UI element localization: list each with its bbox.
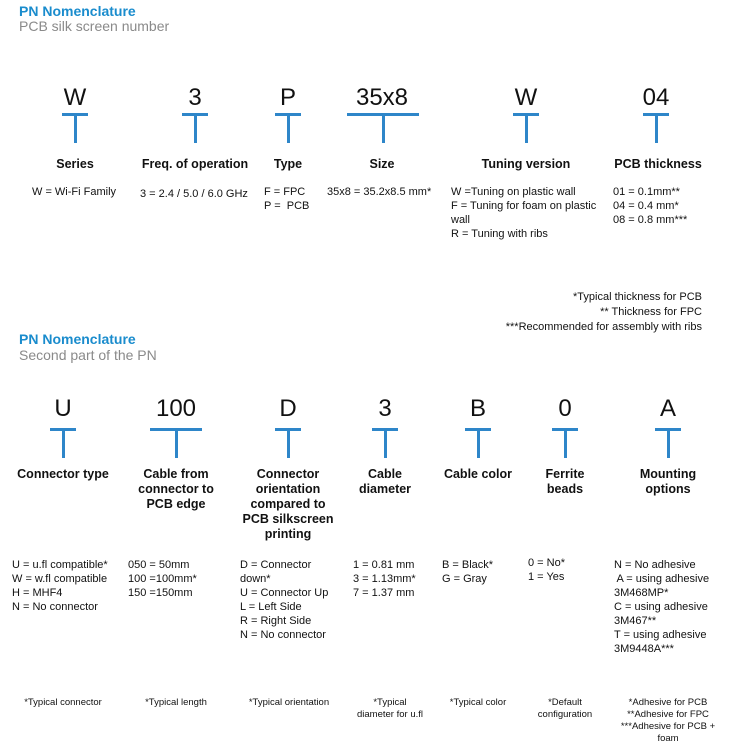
label-frequency: Freq. of operation (141, 157, 249, 171)
note-typical-thickness: *Typical thickness for PCB (573, 291, 702, 303)
tee-connector-mounting (655, 428, 681, 458)
tee-connector-thickness (643, 113, 669, 143)
tee-connector-cable-length (150, 428, 202, 458)
foot-connector-orientation: *Typical orientation (248, 697, 330, 708)
desc-type: F = FPC P = PCB (264, 186, 310, 212)
code-connector-type: U (54, 395, 72, 422)
note-ribs-assembly: ***Recommended for assembly with ribs (505, 321, 702, 333)
desc-pcb-thickness: 01 = 0.1mm** 04 = 0.4 mm* 08 = 0.8 mm*** (613, 186, 688, 226)
code-cable-diameter: 3 (378, 395, 392, 422)
tee-connector-orientation (275, 428, 301, 458)
desc-connector-type: U = u.fl compatible* W = w.fl compatible H = MHF4 N = No connector (12, 559, 108, 613)
code-cable-color: B (469, 395, 486, 422)
code-type: P (279, 84, 296, 111)
tee-connector-type (275, 113, 301, 143)
label-cable-diameter: Cable diameter (358, 467, 412, 496)
label-connector-orientation: Connector orientation compared to PCB silkscreen printing (242, 467, 334, 541)
foot-mounting-options: *Adhesive for PCB **Adhesive for FPC ***Adhesive for PCB + foam (620, 697, 716, 744)
desc-connector-orientation: D = Connector down* U = Connector Up L = Left Side R = Right Side N = No connector (240, 559, 329, 641)
section1-title: PN Nomenclature (19, 3, 136, 19)
desc-cable-length: 050 = 50mm 100 =100mm* 150 =150mm (128, 559, 197, 599)
label-cable-color: Cable color (443, 467, 513, 481)
code-ferrite-beads: 0 (558, 395, 572, 422)
code-series: W (63, 84, 87, 111)
code-frequency: 3 (188, 84, 202, 111)
tee-connector-diameter (372, 428, 398, 458)
tee-connector-connector-type (50, 428, 76, 458)
desc-size: 35x8 = 35.2x8.5 mm* (327, 186, 432, 198)
section2-title: PN Nomenclature (19, 331, 136, 347)
section1-subtitle: PCB silk screen number (19, 18, 170, 34)
label-tuning-version: Tuning version (481, 157, 571, 171)
desc-cable-diameter: 1 = 0.81 mm 3 = 1.13mm* 7 = 1.37 mm (353, 559, 416, 599)
label-size: Size (369, 157, 395, 171)
tee-connector-color (465, 428, 491, 458)
foot-cable-diameter: *Typical diameter for u.fl (357, 697, 423, 720)
tee-connector-frequency (182, 113, 208, 143)
code-connector-orientation: D (279, 395, 297, 422)
foot-connector-type: *Typical connector (24, 697, 102, 708)
code-tuning-version: W (514, 84, 538, 111)
label-type: Type (273, 157, 303, 171)
desc-cable-color: B = Black* G = Gray (442, 559, 494, 585)
desc-frequency: 3 = 2.4 / 5.0 / 6.0 GHz (140, 188, 248, 200)
foot-cable-length: *Typical length (145, 697, 207, 708)
tee-connector-series (62, 113, 88, 143)
label-mounting-options: Mounting options (639, 467, 697, 496)
tee-connector-ferrite (552, 428, 578, 458)
desc-ferrite-beads: 0 = No* 1 = Yes (528, 557, 565, 583)
code-pcb-thickness: 04 (642, 84, 670, 111)
desc-mounting-options: N = No adhesive A = using adhesive 3M468MP* C = using adhesive 3M467** T = using adhesive 3M9448A*** (614, 559, 710, 655)
tee-connector-tuning (513, 113, 539, 143)
label-series: Series (56, 157, 94, 171)
foot-ferrite-beads: *Default configuration (537, 697, 593, 720)
label-cable-length: Cable from connector to PCB edge (138, 467, 214, 511)
code-mounting-options: A (659, 395, 676, 422)
desc-series: W = Wi-Fi Family (32, 186, 117, 198)
foot-cable-color: *Typical color (449, 697, 507, 708)
label-ferrite-beads: Ferrite beads (545, 467, 585, 496)
desc-tuning-version: W =Tuning on plastic wall F = Tuning for foam on plastic wall R = Tuning with ribs (451, 186, 597, 240)
tee-connector-size (347, 113, 419, 143)
code-cable-length: 100 (155, 395, 197, 422)
section2-subtitle: Second part of the PN (19, 347, 157, 363)
code-size: 35x8 (355, 84, 409, 111)
label-pcb-thickness: PCB thickness (614, 157, 702, 171)
note-fpc-thickness: ** Thickness for FPC (600, 306, 702, 318)
label-connector-type: Connector type (17, 467, 109, 481)
